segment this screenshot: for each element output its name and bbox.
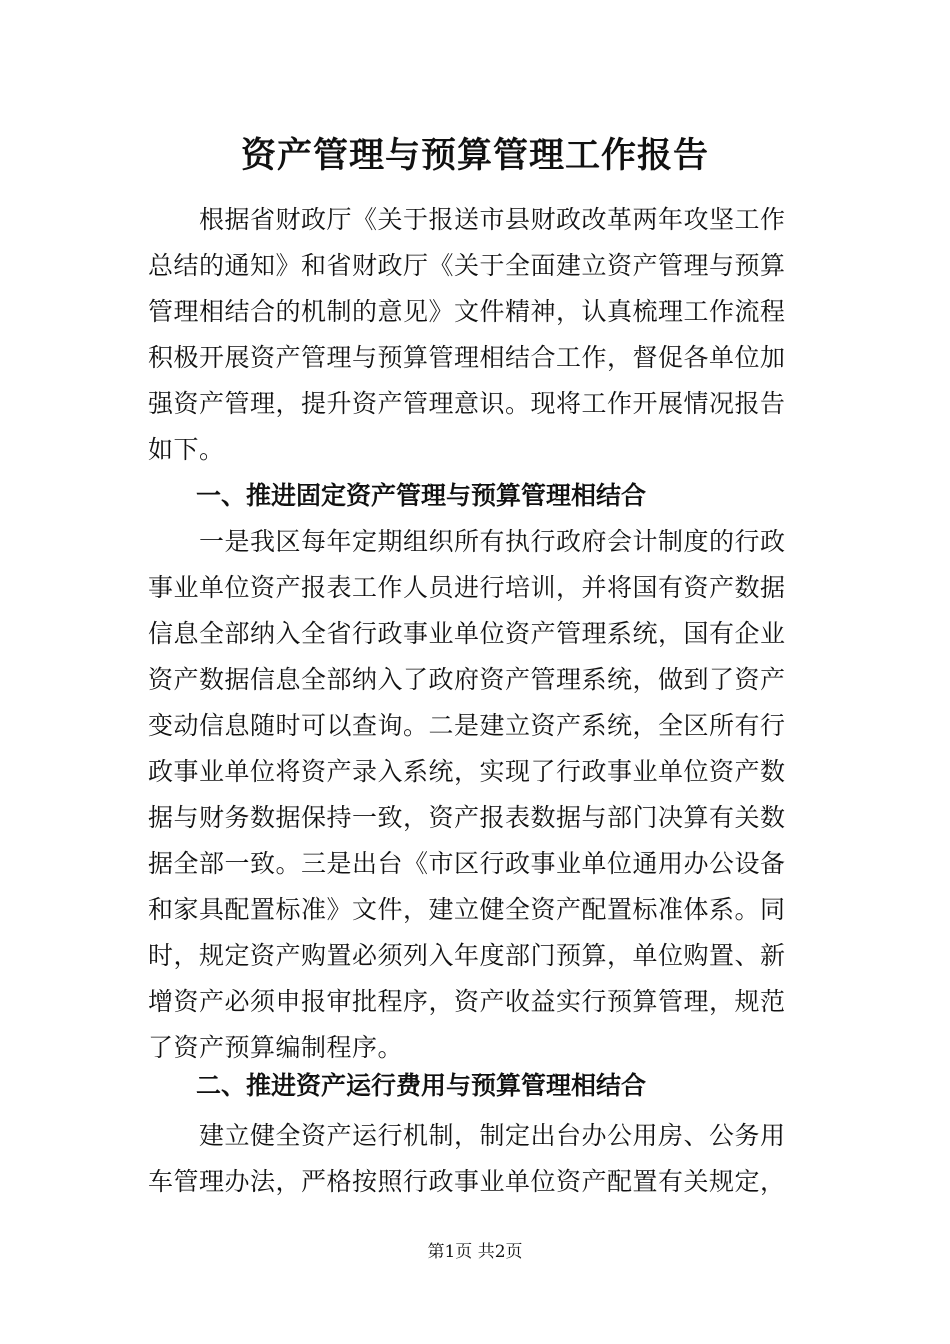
- section-1-line: 时，规定资产购置必须列入年度部门预算，单位购置、新: [148, 941, 786, 970]
- intro-line: 积极开展资产管理与预算管理相结合工作，督促各单位加: [148, 343, 786, 372]
- section-1-line: 增资产必须申报审批程序，资产收益实行预算管理，规范: [148, 987, 786, 1016]
- section-1-line: 据与财务数据保持一致，资产报表数据与部门决算有关数: [148, 803, 786, 832]
- section-1-line: 据全部一致。三是出台《市区行政事业单位通用办公设备: [148, 849, 786, 878]
- section-1-line: 和家具配置标准》文件，建立健全资产配置标准体系。同: [148, 895, 786, 924]
- section-2-line: 车管理办法，严格按照行政事业单位资产配置有关规定，: [148, 1167, 786, 1196]
- section-1-line: 变动信息随时可以查询。二是建立资产系统，全区所有行: [148, 711, 786, 740]
- section-1-line: 政事业单位将资产录入系统，实现了行政事业单位资产数: [148, 757, 786, 786]
- section-1-line: 了资产预算编制程序。: [148, 1033, 404, 1062]
- intro-line: 根据省财政厅《关于报送市县财政改革两年攻坚工作: [148, 205, 786, 234]
- section-1-line: 一是我区每年定期组织所有执行政府会计制度的行政: [148, 527, 786, 556]
- document-title: 资产管理与预算管理工作报告: [240, 135, 709, 176]
- intro-line: 管理相结合的机制的意见》文件精神，认真梳理工作流程: [148, 297, 786, 326]
- page-number-footer: 第1页 共2页: [427, 1242, 523, 1262]
- section-1-line: 信息全部纳入全省行政事业单位资产管理系统，国有企业: [148, 619, 786, 648]
- section-1-line: 事业单位资产报表工作人员进行培训，并将国有资产数据: [148, 573, 786, 602]
- section-1-line: 资产数据信息全部纳入了政府资产管理系统，做到了资产: [148, 665, 786, 694]
- section-1-heading: 一、推进固定资产管理与预算管理相结合: [196, 481, 647, 510]
- intro-line: 总结的通知》和省财政厅《关于全面建立资产管理与预算: [148, 251, 786, 280]
- intro-line: 如下。: [148, 435, 225, 464]
- intro-line: 强资产管理，提升资产管理意识。现将工作开展情况报告: [148, 389, 786, 418]
- section-2-heading: 二、推进资产运行费用与预算管理相结合: [196, 1071, 647, 1100]
- section-2-line: 建立健全资产运行机制，制定出台办公用房、公务用: [148, 1121, 786, 1150]
